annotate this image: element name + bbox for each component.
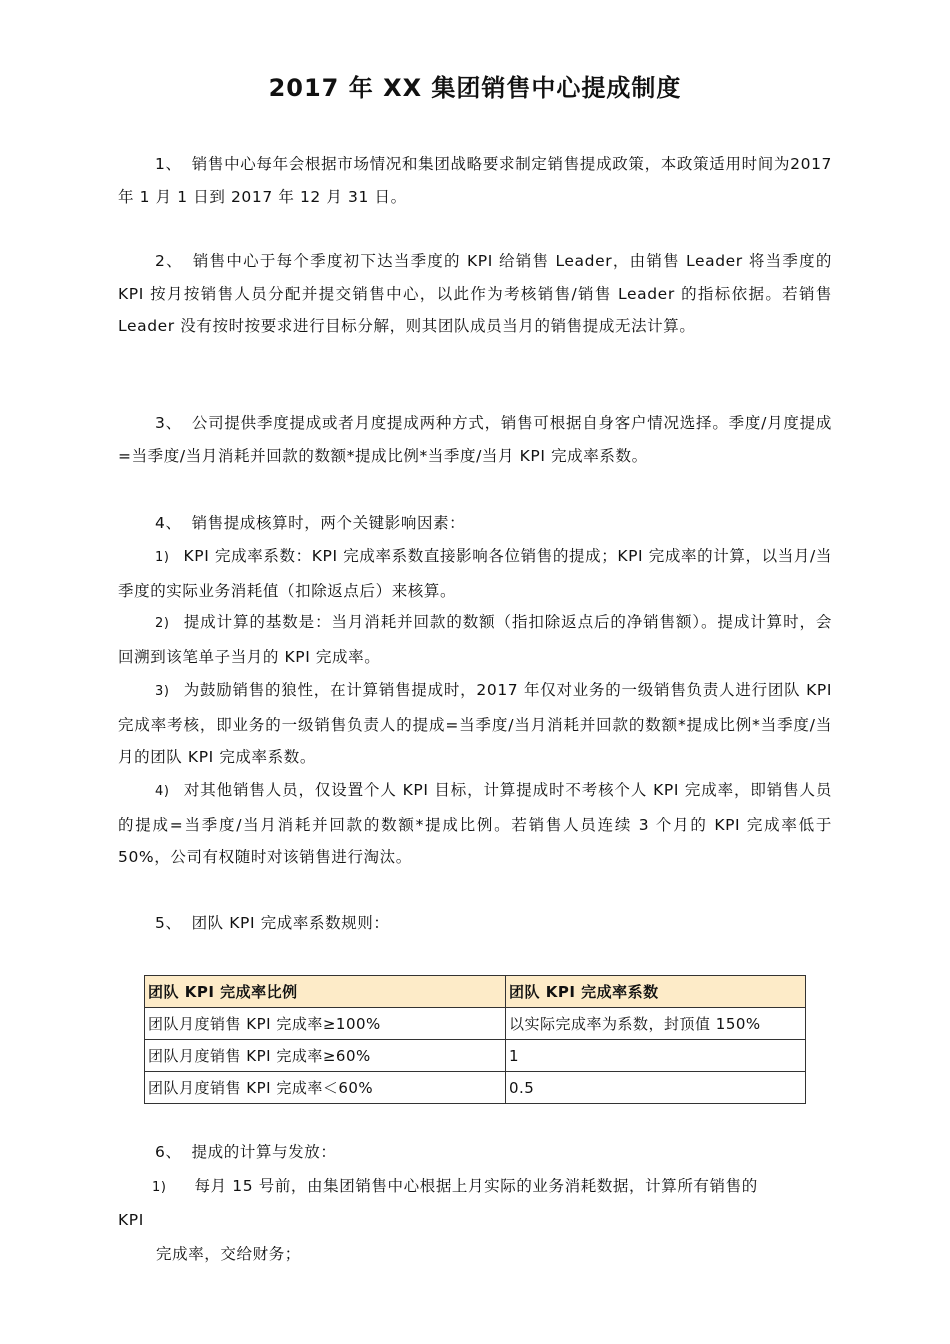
section-4-item-2 (118, 606, 832, 673)
item-text: 提成计算的基数是：当月消耗并回款的数额（指扣除返点后的净销售额）。提成计算时，会回溯到该笔单子当月的 KPI 完成率。 (118, 613, 832, 666)
item-number: 1) (155, 550, 170, 565)
section-number: 5、 (155, 914, 182, 932)
section-4-item-4 (118, 774, 832, 874)
table-header-cell: 团队 KPI 完成率比例 (145, 976, 506, 1008)
section-text: 销售提成核算时，两个关键影响因素： (191, 514, 466, 532)
item-text: KPI 完成率系数：KPI 完成率系数直接影响各位销售的提成；KPI 完成率的计算，以当月/当季度的实际业务消耗值（扣除返点后）来核算。 (118, 547, 832, 600)
table-row (145, 1008, 806, 1040)
table-header-cell: 团队 KPI 完成率系数 (506, 976, 806, 1008)
item-text: 为鼓励销售的狼性，在计算销售提成时，2017 年仅对业务的一级销售负责人进行团队 KPI 完成率考核，即业务的一级销售负责人的提成=当季度/当月消耗并回款的数额*提成比例*当季度/当月的团队 KPI 完成率系数。 (118, 681, 832, 766)
item-number: 4) (155, 784, 170, 799)
section-number: 1、 (155, 155, 182, 173)
table-cell: 团队月度销售 KPI 完成率≥60% (145, 1040, 506, 1072)
section-text: 提成的计算与发放： (191, 1143, 337, 1161)
section-number: 2、 (155, 252, 183, 270)
table-cell: 1 (506, 1040, 806, 1072)
table-row (145, 1072, 806, 1104)
section-4-item-3 (118, 674, 832, 774)
table-header-row (145, 976, 806, 1008)
section-text: 公司提供季度提成或者月度提成两种方式，销售可根据自身客户情况选择。季度/月度提成=当季度/当月消耗并回款的数额*提成比例*当季度/当月 KPI 完成率系数。 (118, 414, 832, 465)
item-number: 2) (155, 616, 170, 631)
item-text: 对其他销售人员，仅设置个人 KPI 目标，计算提成时不考核个人 KPI 完成率，即销售人员的提成=当季度/当月消耗并回款的数额*提成比例。若销售人员连续 3 个月的 KPI 完成率低于 50%，公司有权随时对该销售进行淘汰。 (118, 781, 832, 866)
section-3 (118, 407, 832, 472)
section-4-item-1 (118, 540, 832, 607)
item-number: 1) (152, 1180, 167, 1195)
item-number: 3) (155, 684, 170, 699)
section-number: 3、 (155, 414, 182, 432)
section-text: 团队 KPI 完成率系数规则： (191, 914, 390, 932)
section-text: 销售中心于每个季度初下达当季度的 KPI 给销售 Leader，由销售 Leader 将当季度的 KPI 按月按销售人员分配并提交销售中心，以此作为考核销售/销售 Leader 的指标依据。若销售 Leader 没有按时按要求进行目标分解，则其团队成员当月的销售提成无法计算。 (118, 252, 833, 335)
section-2 (118, 245, 832, 343)
section-number: 6、 (155, 1143, 182, 1161)
item-text: 每月 15 号前，由集团销售中心根据上月实际的业务消耗数据，计算所有销售的 (194, 1177, 758, 1195)
table-row (145, 1040, 806, 1072)
kpi-coefficient-table (144, 975, 806, 1104)
table-cell: 团队月度销售 KPI 完成率≥100% (145, 1008, 506, 1040)
section-1 (118, 148, 832, 213)
section-6-item-1-line-3: 完成率，交给财务； (156, 1245, 301, 1263)
section-number: 4、 (155, 514, 182, 532)
section-5 (118, 907, 832, 940)
section-4 (118, 507, 832, 540)
document-title: 2017 年 XX 集团销售中心提成制度 (268, 74, 682, 102)
section-6-item-1-line-1 (152, 1170, 758, 1204)
table-cell: 团队月度销售 KPI 完成率＜60% (145, 1072, 506, 1104)
section-text: 销售中心每年会根据市场情况和集团战略要求制定销售提成政策，本政策适用时间为2017 年 1 月 1 日到 2017 年 12 月 31 日。 (118, 155, 832, 206)
table-cell: 0.5 (506, 1072, 806, 1104)
section-6-item-1-line-2: KPI (118, 1211, 144, 1229)
section-6 (118, 1136, 832, 1169)
table-cell: 以实际完成率为系数，封顶值 150% (506, 1008, 806, 1040)
